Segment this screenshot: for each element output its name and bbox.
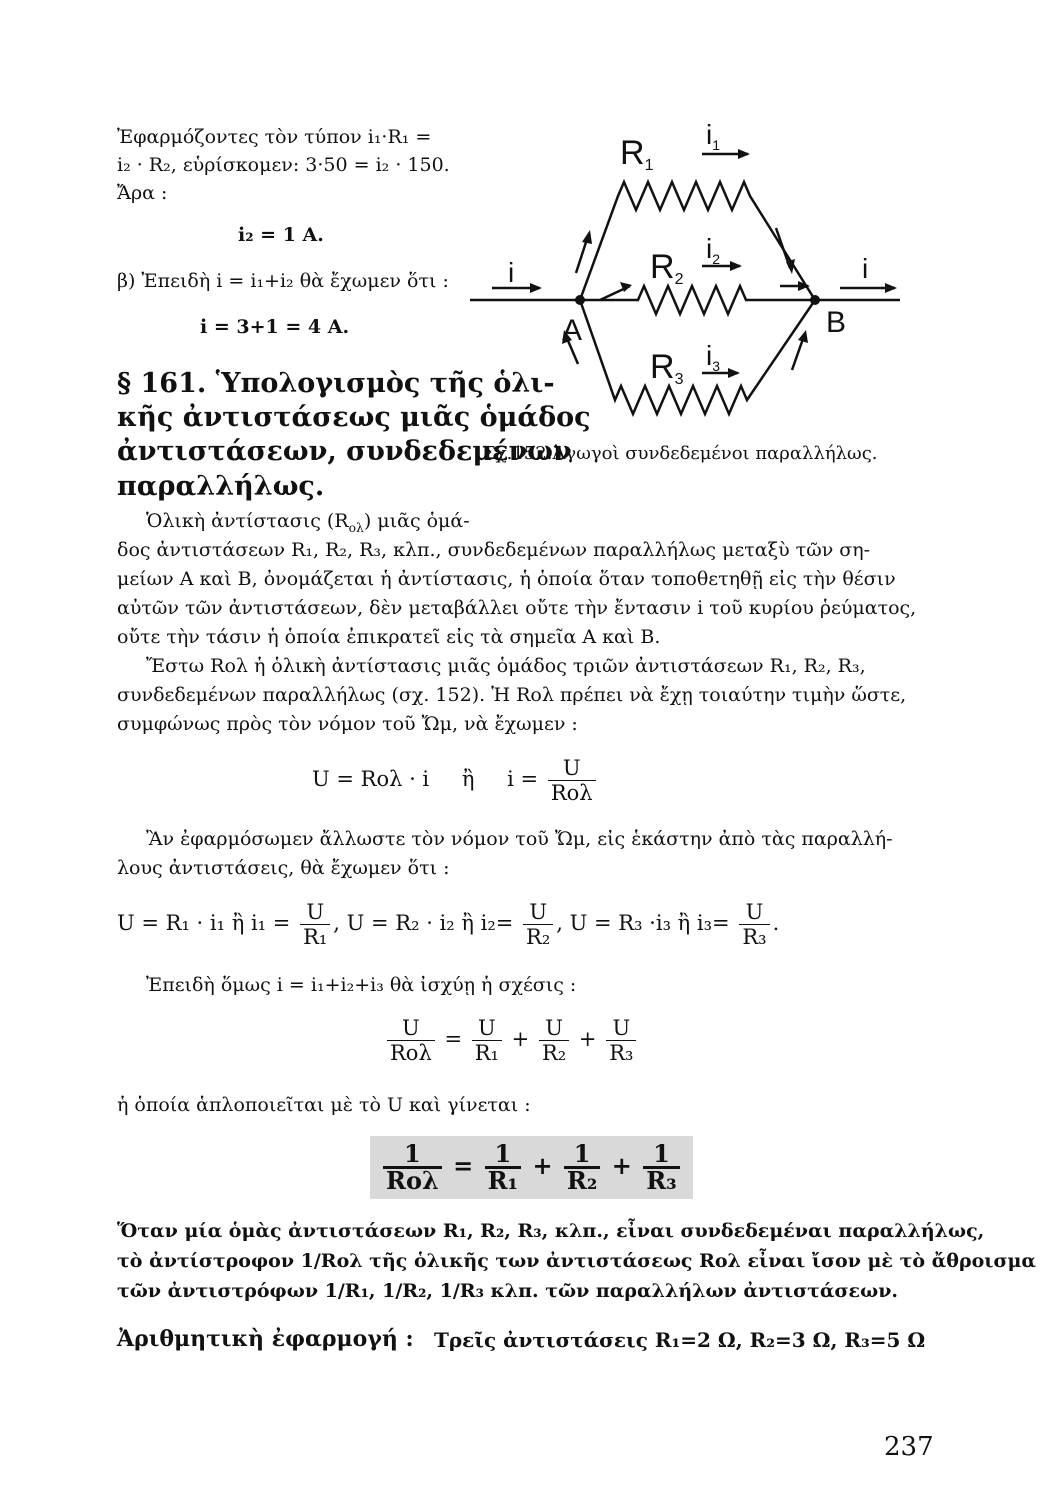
intro-line-3: Ἄρα : xyxy=(117,182,168,204)
apply-line-1: Ἂν ἐφαρμόσωμεν ἄλλωστε τὸν νόμον τοῦ Ὤμ, εἰς ἑκάστην ἀπὸ τὰς παραλλή- xyxy=(146,828,893,850)
rule-line-1: Ὅταν μία ὁμὰς ἀντιστάσεων R₁, R₂, R₃, κλπ., εἶναι συνδεδεμέναι παραλλήλως, xyxy=(117,1220,985,1242)
label-i1: $i_1$ xyxy=(706,119,721,153)
definition-line-5: οὔτε τὴν τάσιν ἡ ὁποία ἐπικρατεῖ εἰς τὰ σημεῖα A καὶ B. xyxy=(117,626,661,648)
label-node-a: A xyxy=(562,314,583,347)
section-heading-line-3: ἀντιστάσεων, συνδεδεμένων xyxy=(117,436,572,467)
label-r3: R3 xyxy=(650,348,684,388)
parallel-resistance-formula: $\frac{1}{\text{Rολ}}$ = $\frac{1}{\text{R₁}}$ + $\frac{1}{\text{R₂}}$ + $\frac{1}{\text{R₃}}$ xyxy=(370,1136,693,1199)
section-heading-line-2: κῆς ἀντιστάσεως μιᾶς ὁμάδος xyxy=(117,402,591,433)
let-line-3: συμφώνως πρὸς τὸν νόμον τοῦ Ὤμ, νὰ ἔχωμεν : xyxy=(117,713,578,735)
label-i-out: i xyxy=(862,253,869,284)
node-a-dot xyxy=(575,295,585,305)
definition-line-4: αὐτῶν τῶν ἀντιστάσεων, δὲν μεταβάλλει οὔτε τὴν ἔντασιν i τοῦ κυρίου ῥεύματος, xyxy=(117,597,917,619)
label-i-in: i xyxy=(508,257,515,288)
simplify-line: ἡ ὁποία ἁπλοποιεῖται μὲ τὸ U καὶ γίνεται : xyxy=(117,1094,531,1116)
section-heading-line-4: παραλλήλως. xyxy=(117,471,325,502)
figure-caption: Σχ.152.Ἀγωγοὶ συνδεδεμένοι παραλλήλως. xyxy=(483,443,878,464)
beta-line: β) Ἐπειδὴ i = i₁+i₂ θὰ ἔχωμεν ὅτι : xyxy=(117,270,449,292)
rule-line-2: τὸ ἀντίστροφον 1/Rολ τῆς ὁλικῆς των ἀντιστάσεως Rολ εἶναι ἴσον μὲ τὸ ἄθροισμα xyxy=(117,1250,1036,1272)
result-i2: i₂ = 1 A. xyxy=(238,224,324,246)
node-b-dot xyxy=(810,295,820,305)
label-i3: $i_3$ xyxy=(706,340,721,374)
label-node-b: B xyxy=(826,306,847,339)
intro-line-2: i₂ · R₂, εὑρίσκομεν: 3·50 = i₂ · 150. xyxy=(117,154,450,176)
page-number: 237 xyxy=(884,1432,934,1462)
rule-line-3: τῶν ἀντιστρόφων 1/R₁, 1/R₂, 1/R₃ κλπ. τῶν παραλλήλων ἀντιστάσεων. xyxy=(117,1280,898,1302)
since-line: Ἐπειδὴ ὅμως i = i₁+i₂+i₃ θὰ ἰσχύῃ ἡ σχέσις : xyxy=(146,974,577,996)
label-i2: $i_2$ xyxy=(706,233,721,267)
let-line-2: συνδεδεμένων παραλλήλως (σχ. 152). Ἡ Rολ πρέπει νὰ ἔχῃ τοιαύτην τιμὴν ὥστε, xyxy=(117,684,907,706)
numerical-application-label: Ἀριθμητικὴ ἐφαρμογή : xyxy=(117,1326,414,1352)
intro-line-1: Ἐφαρμόζοντες τὸν τύπον i₁·R₁ = xyxy=(117,126,432,148)
definition-line-1: Ὁλικὴ ἀντίστασις $(R_{o\lambda})$ μιᾶς ὁμά- xyxy=(146,510,470,535)
parallel-circuit-diagram xyxy=(470,118,910,448)
definition-line-3: μείων A καὶ B, ὀνομάζεται ἡ ἀντίστασις, ἡ ὁποία ὅταν τοποθετηθῇ εἰς τὴν θέσιν xyxy=(117,568,896,590)
result-i: i = 3+1 = 4 A. xyxy=(200,316,350,338)
numerical-application-text: Τρεῖς ἀντιστάσεις R₁=2 Ω, R₂=3 Ω, R₃=5 Ω xyxy=(434,1328,926,1352)
let-line-1: Ἔστω Rολ ἡ ὁλικὴ ἀντίστασις μιᾶς ὁμάδος τριῶν ἀντιστάσεων R₁, R₂, R₃, xyxy=(146,655,866,677)
label-r1: R1 xyxy=(620,134,654,174)
ohm-law-equation: U = Rολ · i ἢ i = $\frac{U}{\text{Rολ}}$ xyxy=(312,756,599,805)
label-r2: R2 xyxy=(650,248,684,288)
current-sum-equation: $\frac{U}{\text{Rολ}}$ = $\frac{U}{\text{R₁}}$ + $\frac{U}{\text{R₂}}$ + $\frac{U}{\text{R₃}}$ xyxy=(384,1016,639,1065)
apply-line-2: λους ἀντιστάσεις, θὰ ἔχωμεν ὅτι : xyxy=(117,857,450,879)
branch-equations: U = R₁ · i₁ ἢ i₁ = $\frac{U}{\text{R₁}}$ , U = R₂ · i₂ ἢ i₂= $\frac{U}{\text{R₂}}$ , U = R₃ ·i₃ ἢ i₃= $\frac{U}{\text{R₃}}$ . xyxy=(117,900,780,949)
resistor-r3 xyxy=(580,300,815,414)
definition-line-2: δος ἀντιστάσεων R₁, R₂, R₃, κλπ., συνδεδεμένων παραλλήλως μεταξὺ τῶν ση- xyxy=(117,539,871,561)
section-heading-line-1: § 161. Ὑπολογισμὸς τῆς ὁλι- xyxy=(117,368,555,399)
resistor-r2 xyxy=(580,286,815,314)
